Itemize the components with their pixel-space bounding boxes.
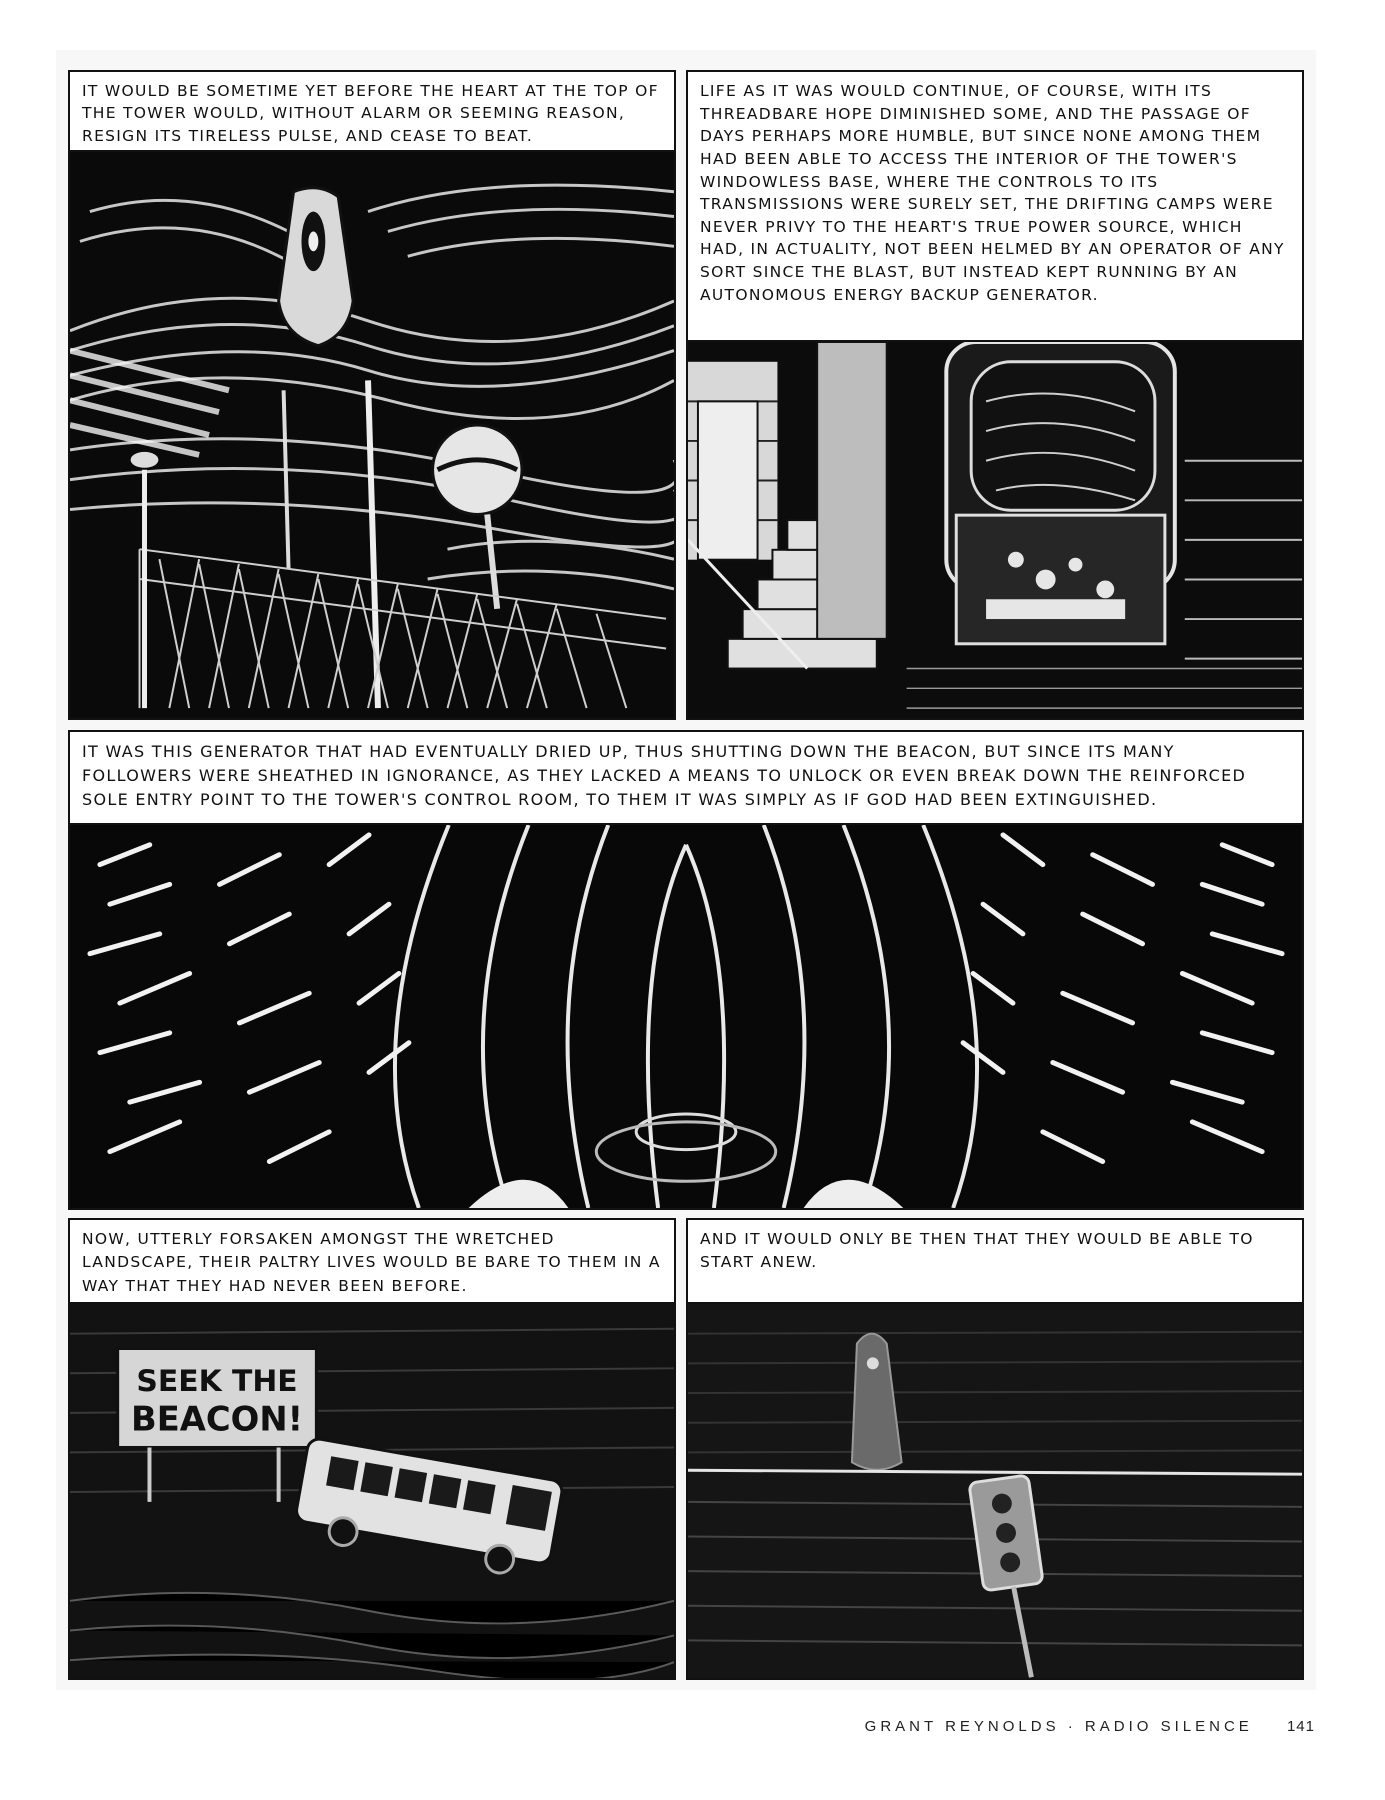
comic-page (56, 50, 1316, 1690)
panel-generator-room (686, 70, 1304, 720)
distant-tower-illustration (688, 1304, 1302, 1678)
caption-panel-1: IT WOULD BE SOMETIME YET BEFORE THE HEART AT THE TOP OF THE TOWER WOULD, WITHOUT ALARM OR SEEMING REASON, RESIGN ITS TIRELESS PULSE, AND CEASE TO BEAT. (70, 72, 674, 152)
billboard-bus-illustration (70, 1304, 674, 1678)
caption-panel-4: NOW, UTTERLY FORSAKEN AMONGST THE WRETCHED LANDSCAPE, THEIR PALTRY LIVES WOULD BE BARE TO THEM IN A WAY THAT THEY HAD NEVER BEEN BEFORE. (70, 1220, 674, 1304)
billboard-line-1: SEEK THE (136, 1364, 298, 1400)
billboard-line-2: BEACON! (131, 1399, 304, 1439)
panel-billboard-bus (68, 1218, 676, 1680)
caption-panel-3: IT WAS THIS GENERATOR THAT HAD EVENTUALLY DRIED UP, THUS SHUTTING DOWN THE BEACON, BUT SINCE ITS MANY FOLLOWERS WERE SHEATHED IN IGNORANCE, AS THEY LACKED A MEANS TO UNLOCK OR EVEN BREAK DOWN THE REINFORCED SOLE ENTRY POINT TO THE TOWER'S CONTROL ROOM, TO THEM IT WAS SIMPLY AS IF GOD HAD BEEN EXTINGUISHED. (70, 732, 1302, 825)
panel-tunnel-foliage (68, 730, 1304, 1210)
tunnel-foliage-illustration (70, 825, 1302, 1208)
footer-credit: GRANT REYNOLDS · RADIO SILENCE (864, 1718, 1253, 1735)
tower-eye-illustration (70, 152, 674, 718)
panel-distant-tower (686, 1218, 1304, 1680)
caption-panel-2: LIFE AS IT WAS WOULD CONTINUE, OF COURSE, WITH ITS THREADBARE HOPE DIMINISHED SOME, AND THE PASSAGE OF DAYS PERHAPS MORE HUMBLE, BUT SINCE NONE AMONG THEM HAD BEEN ABLE TO ACCESS THE INTERIOR OF THE TOWER'S WINDOWLESS BASE, WHERE THE CONTROLS TO ITS TRANSMISSIONS WERE SURELY SET, THE DRIFTING CAMPS WERE NEVER PRIVY TO THE HEART'S TRUE POWER SOURCE, WHICH HAD, IN ACTUALITY, NOT BEEN HELMED BY AN OPERATOR OF ANY SORT SINCE THE BLAST, BUT INSTEAD KEPT RUNNING BY AN AUTONOMOUS ENERGY BACKUP GENERATOR. (688, 72, 1302, 342)
caption-panel-5: AND IT WOULD ONLY BE THEN THAT THEY WOULD BE ABLE TO START ANEW. (688, 1220, 1302, 1304)
page-footer (865, 1718, 1315, 1735)
page-number: 141 (1286, 1718, 1315, 1735)
panel-tower-eye (68, 70, 676, 720)
generator-room-illustration (688, 342, 1302, 718)
